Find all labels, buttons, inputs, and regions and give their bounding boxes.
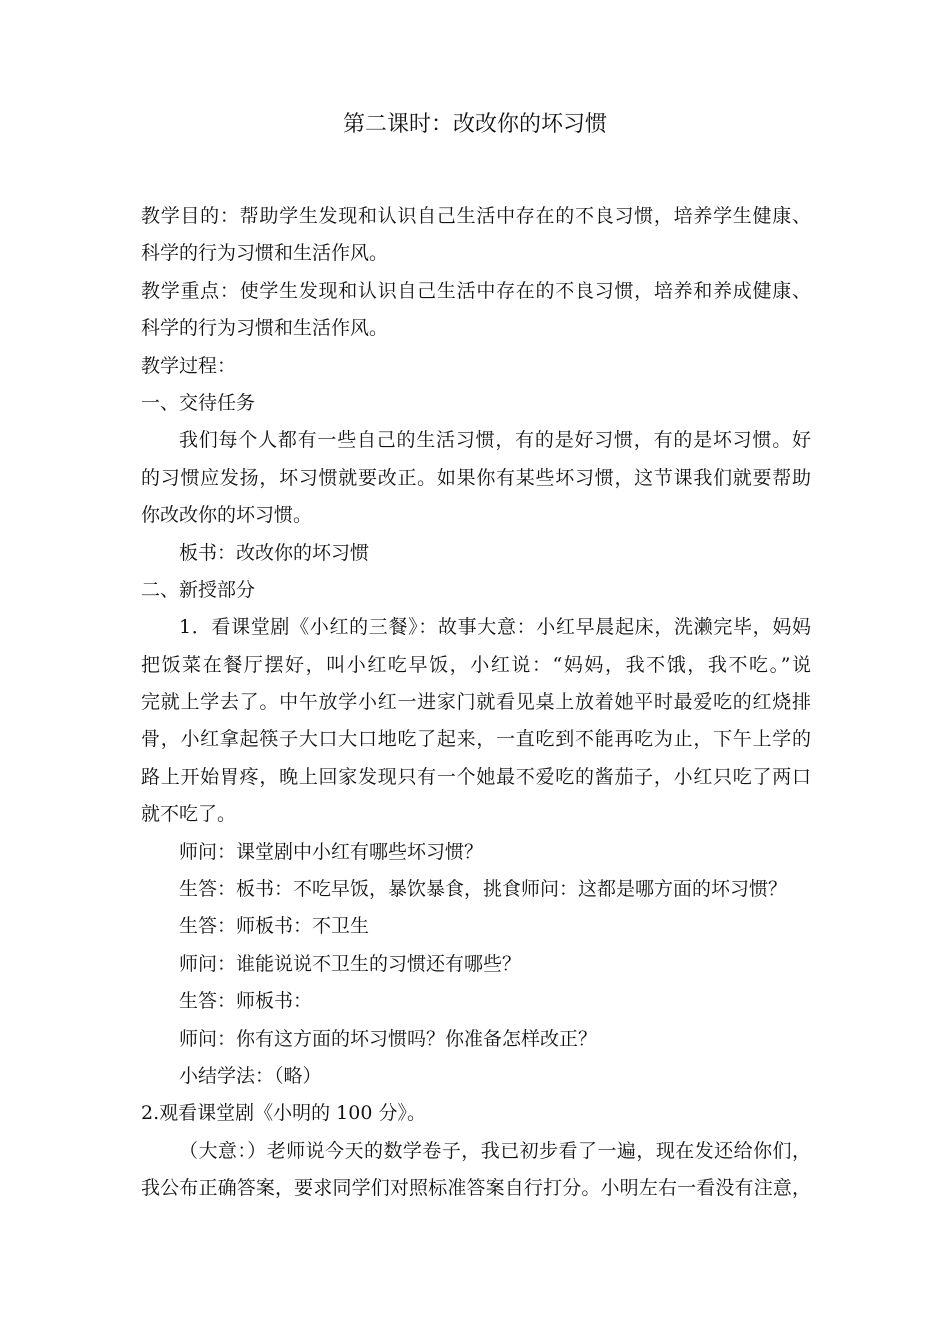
text-line: 你改改你的坏习惯。 — [141, 504, 313, 527]
text-line: 科学的行为习惯和生活作风。 — [141, 242, 389, 265]
text-line: 我公布正确答案，要求同学们对照标准答案自行打分。小明左右一看没有注意， — [141, 1177, 811, 1200]
text-line: 师问：课堂剧中小红有哪些坏习惯？ — [179, 840, 484, 863]
document-body — [141, 198, 811, 1208]
text-line: 教学过程： — [141, 354, 237, 377]
text-line: 师问：谁能说说不卫生的习惯还有哪些？ — [179, 952, 522, 975]
section-heading: 一、交待任务 — [141, 391, 256, 414]
text-line: （大意：）老师说今天的数学卷子，我已初步看了一遍，现在发还给你们， — [179, 1139, 811, 1162]
text-line: 我们每个人都有一些自己的生活习惯，有的是好习惯，有的是坏习惯。好 — [179, 429, 811, 452]
text-line: 1．看课堂剧《小红的三餐》：故事大意：小红早晨起床，洗濑完毕，妈妈 — [179, 616, 811, 639]
text-line: 生答：师板书：不卫生 — [179, 915, 370, 938]
text-line: 生答：板书：不吃早饭，暴饮暴食，挑食师问：这都是哪方面的坏习惯？ — [179, 878, 788, 901]
text-line: 板书：改改你的坏习惯 — [179, 541, 370, 564]
text-line: 路上开始胃疼，晚上回家发现只有一个她最不爱吃的酱茄子，小红只吃了两口 — [141, 765, 811, 788]
text-line: 完就上学去了。中午放学小红一进家门就看见桌上放着她平时最爱吃的红烧排 — [141, 691, 811, 714]
text-line: 把饭菜在餐厅摆好，叫小红吃早饭，小红说：“妈妈，我不饿，我不吃。”说 — [141, 653, 811, 676]
section-heading: 二、新授部分 — [141, 578, 256, 601]
text-line: 教学重点：使学生发现和认识自己生活中存在的不良习惯，培养和养成健康、 — [141, 279, 811, 302]
text-line: 生答：师板书： — [179, 990, 313, 1013]
text-line: 2.观看课堂剧《小明的 100 分》。 — [141, 1102, 426, 1125]
text-line: 科学的行为习惯和生活作风。 — [141, 317, 389, 340]
text-line: 的习惯应发扬，坏习惯就要改正。如果你有某些坏习惯，这节课我们就要帮助 — [141, 466, 811, 489]
text-line: 骨，小红拿起筷子大口大口地吃了起来，一直吃到不能再吃为止，下午上学的 — [141, 728, 811, 751]
page-title: 第二课时：改改你的坏习惯 — [342, 112, 607, 137]
text-line: 教学目的：帮助学生发现和认识自己生活中存在的不良习惯，培养学生健康、 — [141, 205, 811, 227]
text-line: 就不吃了。 — [141, 803, 237, 826]
text-line: 小结学法：（略） — [179, 1064, 322, 1087]
text-line: 师问：你有这方面的坏习惯吗？你准备怎样改正？ — [179, 1027, 598, 1050]
